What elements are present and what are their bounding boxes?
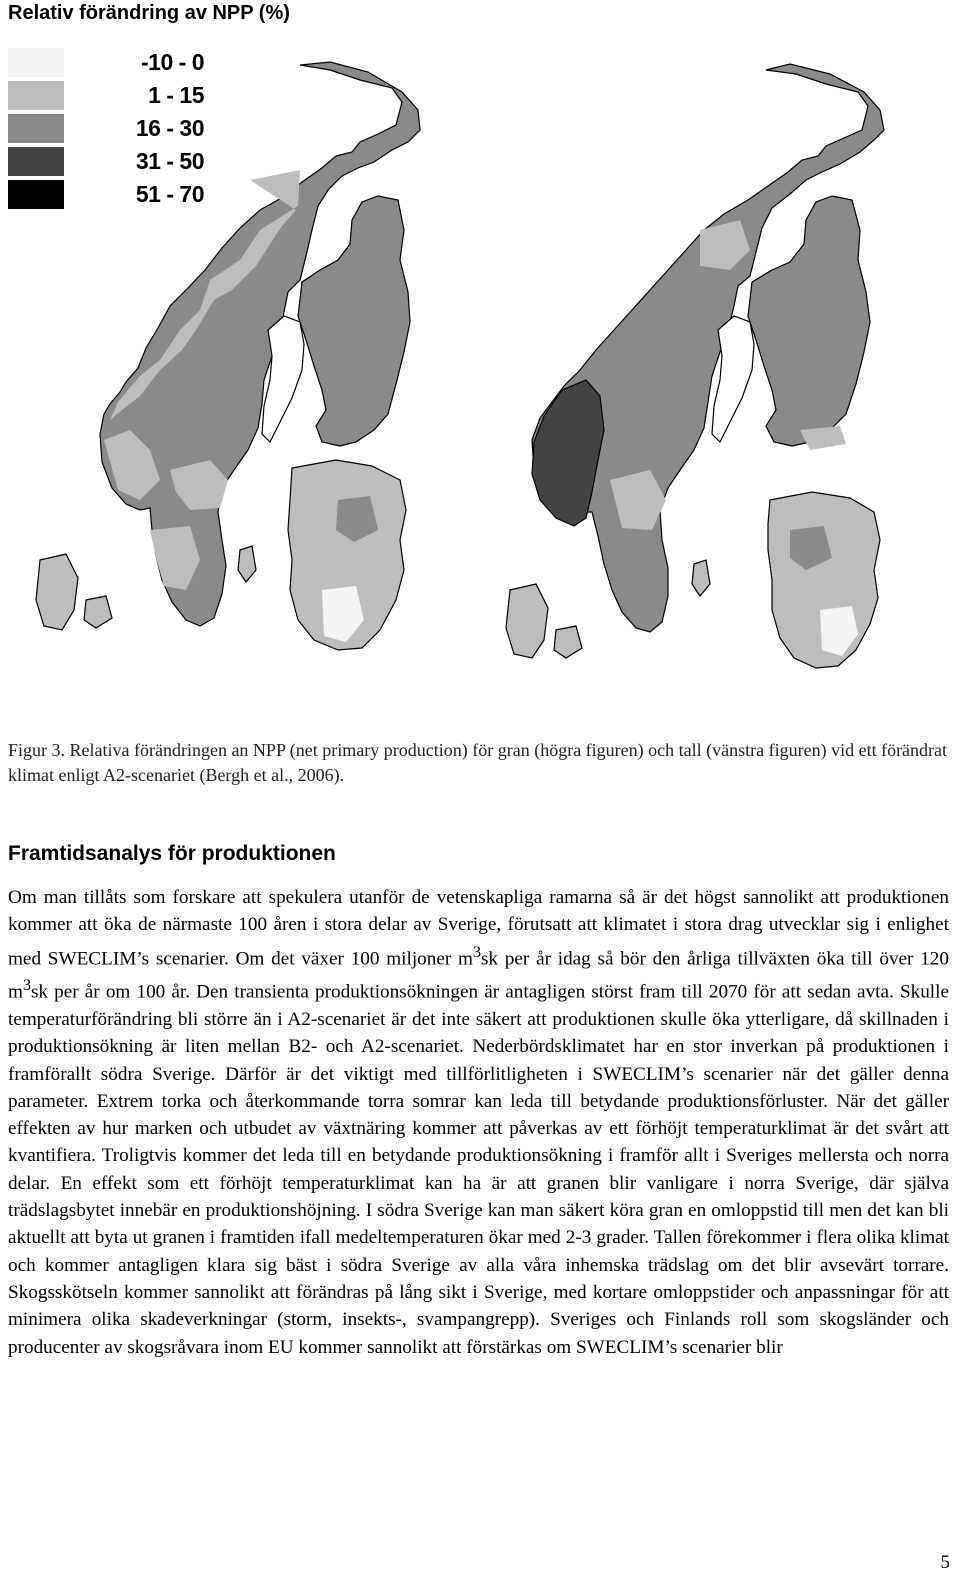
text-segment: sk per år om 100 år. Den transienta produktionsökningen är antagligen störst fram till 2070 för att sedan avta. Skulle temperaturförändring bli större än i A2-scenariet är det inte säkert att produktionen skulle öka ytterligare, då skillnaden i produktionsökning är liten mellan B2- och A2-scenariet. Nederbördsklimatet har en stor inverkan på produktionen i framförallt södra Sverige. Därför är det viktigt med tillförlitligheten i SWECLIM’s scenarier när det gäller denna parameter. Extrem torka och återkommande torra somrar kan leda till betydande produktionsförluster. När det gäller effekten av hur marken och utbudet av växtnäring kommer att påverkas av ett förhöjt temperaturklimat är det svårt att kvantifiera. Troligtvis kommer det leda till en betydande produktionsökning i framför allt i Sveriges mellersta och norra delar. En effekt som ett förhöjt temperaturklimat kan ha är att granen blir vanligare i norra Sverige, där själva trädslagsbytet innebär en produktionshöjning. I södra Sverige kan man säkert köra gran en omloppstid till men det kan bli aktuellt att byta ut granen i framtiden ifall medeltemperaturen ökar med 2-3 grader. Tallen förekommer i flera olika klimat och kommer antagligen klara sig bäst i södra Sverige av alla våra inhemska trädslag om det blir avsevärt torrare. Skogsskötseln kommer sannolikt att förändras på lång sikt i Sverige, med kortare omloppstider och anpassningar för att minimera olika skadeverkningar (storm, insekts-, svampangrepp). Sveriges och Finlands roll som skogsländer och producenter av skogsråvara inom EU kommer sannolikt att förstärkas om SWECLIM’s scenarier blir	[8, 981, 949, 1358]
right-map-denmark-island	[554, 626, 582, 658]
body-text	[8, 884, 949, 1361]
left-map-finland	[298, 196, 410, 446]
legend-swatch	[8, 180, 64, 209]
legend-label: 51 - 70	[135, 181, 204, 207]
figure-caption: Figur 3. Relativa förändringen an NPP (net primary production) för gran (högra figuren) och tall (vänstra figuren) vid ett förändrat klimat enligt A2-scenariet (Bergh et al., 2006).	[8, 740, 948, 785]
legend-swatch	[8, 114, 64, 143]
text-segment: Om man tillåts som forskare att spekulera utanför de vetenskapliga ramarna så är det högst sannolikt att produktionen kommer att öka de närmaste 100 åren i stora delar av Sverige, förutsatt att klimatet i stora drag utvecklar sig i enlighet med SWECLIM’s scenarier. Om det växer 100 miljoner m	[8, 887, 949, 969]
left-map-gotland	[238, 546, 256, 582]
legend-label: 16 - 30	[135, 115, 204, 141]
left-map-denmark	[36, 554, 78, 630]
superscript: 3	[22, 977, 31, 995]
right-map	[506, 64, 884, 668]
legend-label: 31 - 50	[135, 148, 204, 174]
left-map-denmark-island	[84, 596, 112, 628]
legend-label: 1 - 15	[148, 82, 204, 108]
figure-title: Relativ förändring av NPP (%)	[8, 2, 290, 24]
right-map-denmark	[506, 584, 548, 658]
paragraph	[8, 884, 949, 1361]
legend-swatch	[8, 48, 64, 77]
legend-item	[8, 112, 204, 145]
page-number: 5	[940, 1552, 950, 1573]
text-segment: sk per år idag så bör den årliga tillväxten öka till över 120 m	[8, 947, 949, 1003]
right-map-finland	[748, 196, 870, 446]
superscript: 3	[472, 943, 481, 961]
right-map-patch	[800, 426, 846, 450]
right-map-bothnia	[712, 316, 754, 442]
legend-label: -10 - 0	[141, 49, 204, 75]
legend	[8, 46, 204, 211]
section-heading: Framtidsanalys för produktionen	[8, 842, 336, 865]
left-map-bothnia	[262, 316, 304, 442]
legend-item	[8, 145, 204, 178]
legend-swatch	[8, 81, 64, 110]
right-map-gotland	[692, 560, 710, 596]
legend-item	[8, 46, 204, 79]
legend-swatch	[8, 147, 64, 176]
legend-item	[8, 79, 204, 112]
legend-item	[8, 178, 204, 211]
